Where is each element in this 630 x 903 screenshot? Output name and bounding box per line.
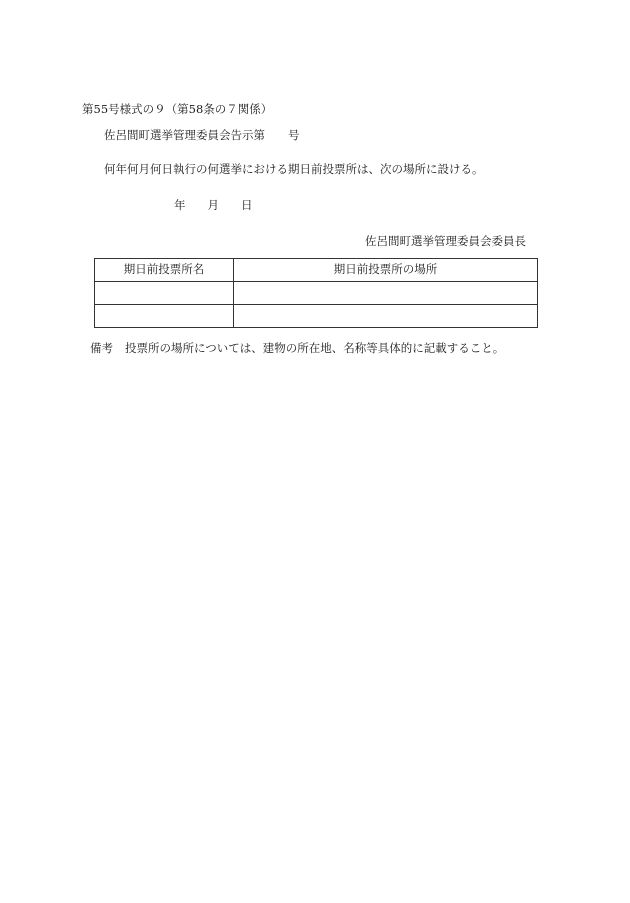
date-line [174,200,253,212]
date-month-label: 月 [207,198,219,212]
table-cell [234,305,538,328]
table-header-row [95,259,538,282]
venue-table [94,258,538,328]
notice-number: 佐呂間町選挙管理委員会告示第 号 [104,128,300,142]
remarks [90,343,504,355]
table-cell [95,282,234,305]
table-row [95,282,538,305]
date-year-label: 年 [174,198,186,212]
table-cell [95,305,234,328]
remarks-label: 備考 [90,341,113,355]
notice-body: 何年何月何日執行の何選挙における期日前投票所は、次の場所に設ける。 [104,162,484,176]
date-day-label: 日 [241,198,253,212]
header-venue-location: 期日前投票所の場所 [234,259,538,282]
signatory: 佐呂間町選挙管理委員会委員長 [365,234,526,248]
remarks-text: 投票所の場所については、建物の所在地、名称等具体的に記載すること。 [125,341,505,355]
header-venue-name: 期日前投票所名 [95,259,234,282]
table-cell [234,282,538,305]
form-heading: 第55号様式の９（第58条の７関係） [82,102,273,116]
table-row [95,305,538,328]
